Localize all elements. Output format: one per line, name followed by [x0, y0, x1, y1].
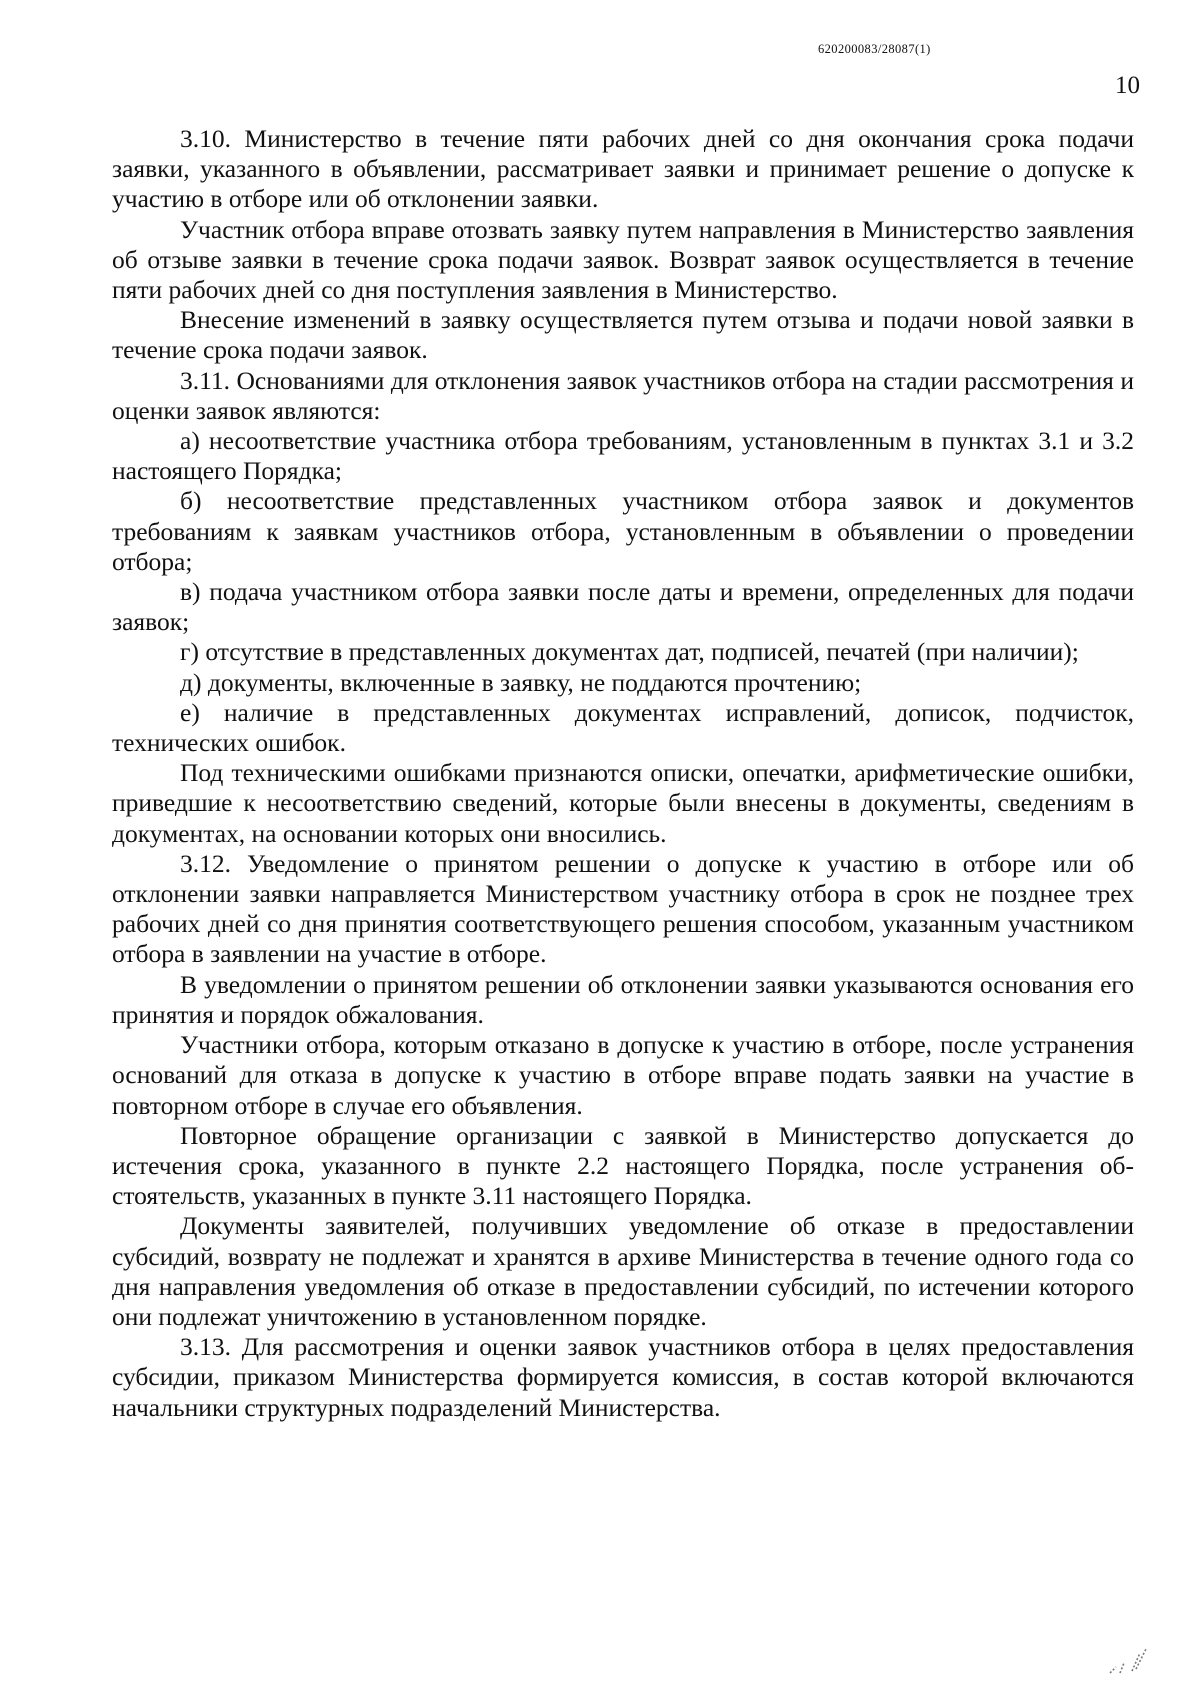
list-item-g: г) отсутствие в представленных документах дат, подписей, печатей (при наличии); — [180, 637, 1079, 667]
paragraph-3-12: 3.12. Уведомление о принятом решении о допуске к участию в отборе или об отклонении заявки направляется Министерством участнику отбора в срок не позднее трех рабочих дней со дня принятия соответствующего решения способом, указанным участником отбора в заявлении на участие в отборе. — [112, 848, 1134, 969]
paragraph-withdrawal: Участник отбора вправе отозвать заявку путем направления в Министерство заявления об отзыве заявки в течение срока подачи заявок. Возврат заявок осуществляется в течение пяти рабочих дней со дня поступления заявления в Министерство. — [112, 214, 1134, 305]
paragraph-repeat-selection: Участники отбора, которым отказано в допуске к участию в отборе, после устранения оснований для отказа в допуске к участию в отборе вправе подать заявки на участие в повторном отборе в случае его объявления. — [112, 1030, 1134, 1120]
paragraph-3-11: 3.11. Основаниями для отклонения заявок участников отбора на стадии рассмотрения и оценки заявок являются: — [112, 365, 1134, 425]
document-body — [112, 124, 1134, 1423]
paragraph-repeat-application: Повторное обращение организации с заявкой в Министерство допускается до истечения срока, указанного в пункте 2.2 настоящего Порядка, после устранения обстоятельств, указанных в пункте 3.11 настоящего Порядка. — [112, 1120, 1134, 1211]
margin-mark-icon — [1106, 1643, 1152, 1679]
document-id: 620200083/28087(1) — [818, 42, 931, 56]
list-item-a: а) несоответствие участника отбора требованиям, установленным в пунктах 3.1 и 3.2 настоящего Порядка; — [112, 426, 1134, 486]
paragraph-documents-archive: Документы заявителей, получивших уведомление об отказе в предоставлении субсидий, возврату не подлежат и хранятся в архиве Министерства в течение одного года со дня направления уведомления об отказе в предоставлении субсидий, по истечении которого они подлежат уничтожению в установленном порядке. — [112, 1211, 1134, 1331]
list-item-b: б) несоответствие представленных участником отбора заявок и документов требованиям к заявкам участников отбора, установленным в объявлении о проведении отбора; — [112, 486, 1134, 576]
list-item-d: д) документы, включенные в заявку, не поддаются прочтению; — [180, 667, 862, 697]
paragraph-3-13: 3.13. Для рассмотрения и оценки заявок участников отбора в целях предоставления субсидии, приказом Министерства формируется комиссия, в состав которой включаются начальники структурных подразделений Министерства. — [112, 1332, 1134, 1422]
paragraph-3-10: 3.10. Министерство в течение пяти рабочих дней со дня окончания срока подачи заявки, указанного в объявлении, рассматривает заявки и принимает решение о допуске к участию в отборе или об отклонении заявки. — [112, 124, 1134, 214]
paragraph-amendments: Внесение изменений в заявку осуществляется путем отзыва и подачи новой заявки в течение срока подачи заявок. — [112, 305, 1134, 365]
paragraph-technical-errors: Под техническими ошибками признаются описки, опечатки, арифметические ошибки, приведшие к несоответствию сведений, которые были внесены в документы, сведениям в документах, на основании которых они вносились. — [112, 758, 1134, 848]
paragraph-rejection-notice: В уведомлении о принятом решении об отклонении заявки указываются основания его принятия и порядок обжалования. — [112, 969, 1134, 1029]
list-item-e: е) наличие в представленных документах исправлений, дописок, подчисток, технических ошибок. — [112, 697, 1134, 758]
page-number: 10 — [1115, 72, 1140, 99]
list-item-v: в) подача участником отбора заявки после даты и времени, определенных для подачи заявок; — [112, 577, 1134, 637]
